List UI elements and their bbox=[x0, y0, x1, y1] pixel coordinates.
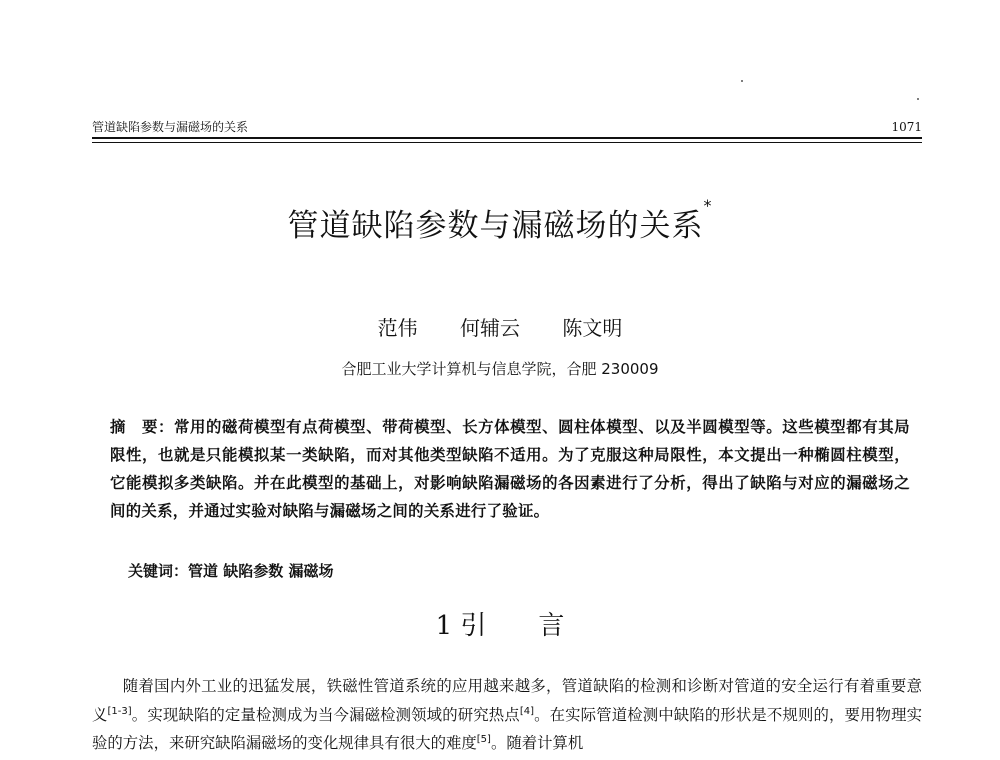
header-rule bbox=[92, 142, 922, 143]
page-number: 1071 bbox=[891, 120, 922, 134]
body-text-segment: 。随着计算机 bbox=[490, 734, 584, 752]
section-heading: 1 引 言 bbox=[435, 611, 565, 641]
author-name: 何辅云 bbox=[460, 316, 520, 340]
abstract-label: 摘 要： bbox=[110, 418, 175, 436]
author-list bbox=[0, 312, 1000, 341]
body-text-segment: 。在实际管道检测中缺陷的形状是不规则的，要用物理实验的方法，来研究缺陷漏磁场的变化规律具有很大的难度 bbox=[92, 705, 922, 752]
scan-speck bbox=[741, 80, 743, 82]
citation: [5] bbox=[476, 733, 491, 745]
header-rule bbox=[92, 137, 922, 139]
abstract-text: 常用的磁荷模型有点荷模型、带荷模型、长方体模型、圆柱体模型、以及半圆模型等。这些模型都有其局限性，也就是只能模拟某一类缺陷，而对其他类型缺陷不适用。为了克服这种局限性，本文提出一种椭圆柱模型，它能模拟多类缺陷。并在此模型的基础上，对影响缺陷漏磁场的各因素进行了分析，得出了缺陷与对应的漏磁场之间的关系，并通过实验对缺陷与漏磁场之间的关系进行了验证。 bbox=[110, 418, 910, 520]
scan-speck bbox=[917, 98, 919, 100]
body-text-segment: 随着国内外工业的迅猛发展，铁磁性管道系统的应用越来越多，管道缺陷的检测和诊断对管道的安全运行有着重要意义 bbox=[92, 677, 922, 724]
citation: [1-3] bbox=[107, 705, 132, 717]
author-name: 范伟 bbox=[377, 316, 418, 340]
paper-title-text: 管道缺陷参数与漏磁场的关系 bbox=[287, 208, 704, 244]
affiliation: 合肥工业大学计算机与信息学院，合肥 230009 bbox=[341, 360, 659, 378]
paper-title bbox=[0, 196, 1000, 245]
running-title: 管道缺陷参数与漏磁场的关系 bbox=[92, 120, 249, 134]
author-name: 陈文明 bbox=[562, 316, 623, 340]
title-footnote-mark: * bbox=[703, 196, 713, 215]
citation: [4] bbox=[519, 705, 534, 717]
keywords-label: 关键词： bbox=[128, 562, 189, 580]
running-header bbox=[92, 117, 922, 137]
keywords-text: 管道 缺陷参数 漏磁场 bbox=[188, 562, 334, 580]
keywords bbox=[128, 558, 908, 584]
body-paragraph bbox=[92, 672, 922, 758]
body-text-segment: 。实现缺陷的定量检测成为当今漏磁检测领域的研究热点 bbox=[131, 705, 520, 724]
abstract bbox=[110, 413, 910, 525]
